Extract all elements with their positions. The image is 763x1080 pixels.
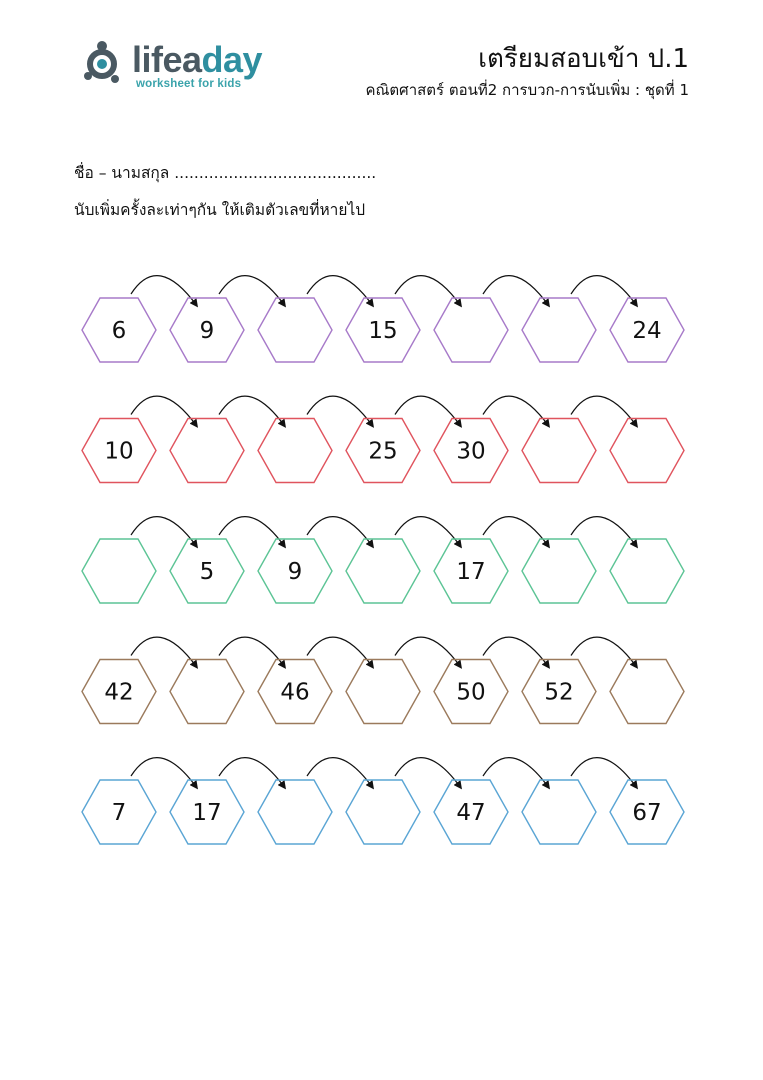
arrow-icon [131,758,197,788]
arrow-icon [571,637,637,667]
arrow-icon [483,276,549,306]
blank-hexagon[interactable] [346,539,420,603]
hexagon-number: 67 [632,800,662,826]
arrow-icon [483,758,549,788]
hexagon-number: 52 [544,679,574,706]
arrow-icon [307,758,373,788]
instruction-text: นับเพิ่มครั้งละเท่าๆกัน ให้เติมตัวเลขที่หายไป [74,201,366,219]
hexagon-number: 7 [111,800,127,826]
arrow-icon [571,396,637,426]
arrow-icon [483,517,549,547]
arrow-icon [395,517,461,547]
blank-hexagon[interactable] [434,298,508,362]
brand-wordmark: lifeaday [132,39,263,80]
hexagon-number: 5 [199,559,215,585]
blank-hexagon[interactable] [346,660,420,724]
hexagon-number: 15 [368,318,398,344]
arrow-icon [307,276,373,306]
arrow-icon [307,517,373,547]
blank-hexagon[interactable] [522,298,596,362]
arrow-icon [395,276,461,306]
arrow-icon [219,517,285,547]
hexagon-number: 10 [104,438,134,465]
page-title: เตรียมสอบเข้า ป.1 [478,44,689,74]
arrow-icon [571,517,637,547]
arrow-icon [131,637,197,667]
blank-hexagon[interactable] [610,539,684,603]
blank-hexagon[interactable] [522,419,596,483]
blank-hexagon[interactable] [170,419,244,483]
arrow-icon [219,396,285,426]
blank-hexagon[interactable] [610,660,684,724]
blank-hexagon[interactable] [258,419,332,483]
page-subtitle: คณิตศาสตร์ ตอนที่2 การบวก-การนับเพิ่ม : ชุดที่ 1 [365,81,689,99]
hexagon-number: 17 [456,559,486,585]
hexagon-number: 9 [287,559,303,585]
hexagon-number: 17 [192,800,222,826]
hexagon-number: 50 [456,679,486,706]
arrow-icon [219,276,285,306]
blank-hexagon[interactable] [522,539,596,603]
arrow-icon [131,396,197,426]
arrow-icon [219,637,285,667]
arrow-icon [571,758,637,788]
hexagon-number: 6 [111,318,127,344]
sequence-row-5 [82,758,684,844]
arrow-icon [395,637,461,667]
blank-hexagon[interactable] [258,298,332,362]
blank-hexagon[interactable] [610,419,684,483]
arrow-icon [483,637,549,667]
hexagon-number: 42 [104,679,134,706]
hexagon-number: 25 [368,438,398,465]
arrow-icon [395,758,461,788]
hexagon-number: 9 [199,318,215,344]
blank-hexagon[interactable] [522,780,596,844]
brand-tagline: worksheet for kids [136,78,242,90]
arrow-icon [131,276,197,306]
arrow-icon [395,396,461,426]
hexagon-number: 30 [456,438,486,465]
student-name-line: ชื่อ – นามสกุล ......................................... [74,164,377,182]
arrow-icon [307,396,373,426]
blank-hexagon[interactable] [170,660,244,724]
blank-hexagon[interactable] [258,780,332,844]
sequence-row-2 [82,396,684,482]
arrow-icon [571,276,637,306]
arrow-icon [131,517,197,547]
hexagon-number: 24 [632,318,662,344]
arrow-icon [219,758,285,788]
blank-hexagon[interactable] [82,539,156,603]
blank-hexagon[interactable] [346,780,420,844]
hexagon-number: 47 [456,800,486,826]
hexagon-number: 46 [280,679,310,706]
arrow-icon [307,637,373,667]
sequence-row-3 [82,517,684,603]
sequence-row-4 [82,637,684,723]
arrow-icon [483,396,549,426]
sequence-row-1 [82,276,684,362]
